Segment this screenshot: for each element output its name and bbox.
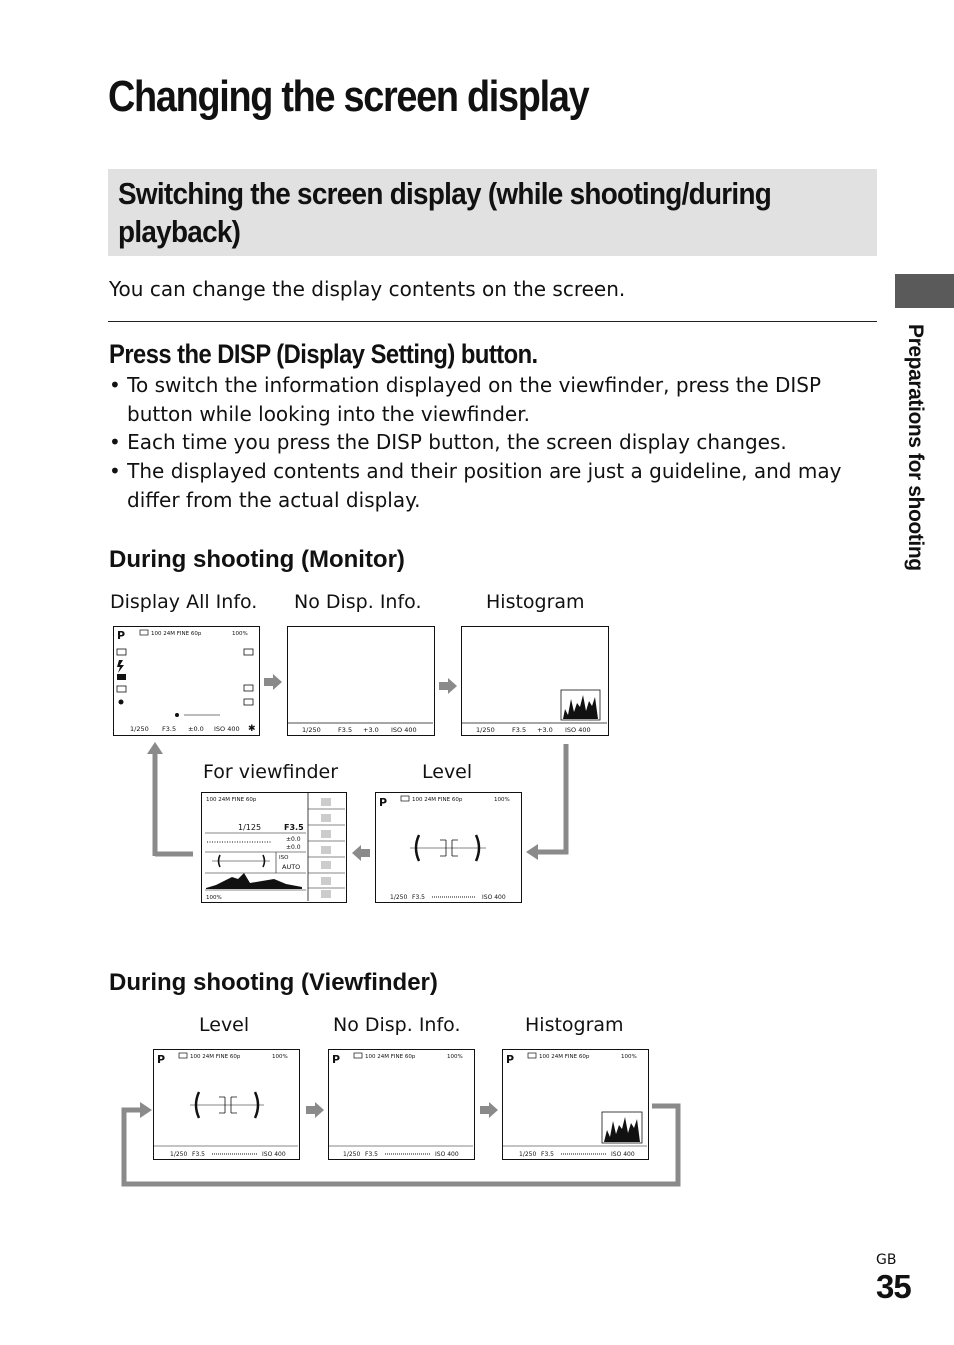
screen-display-all-info [113, 626, 260, 736]
screen-histogram [461, 626, 609, 736]
svg-text:1/125: 1/125 [238, 823, 262, 832]
svg-text:✱: ✱ [248, 724, 256, 734]
screen-level [375, 792, 522, 903]
svg-text:100%: 100% [206, 895, 222, 901]
svg-text:100 24M FINE 60p: 100 24M FINE 60p [365, 1054, 416, 1060]
bullet-item: • Each time you press the DISP button, the screen display changes. [109, 430, 787, 454]
svg-text:ISO 400: ISO 400 [262, 1151, 286, 1158]
label-no-disp-info: No Disp. Info. [294, 591, 422, 613]
svg-text:+3.0: +3.0 [363, 726, 379, 734]
svg-text:100 24M FINE 60p: 100 24M FINE 60p [151, 631, 202, 637]
svg-text:AUTO: AUTO [282, 863, 301, 871]
svg-text:ISO 400: ISO 400 [435, 1151, 459, 1158]
arrow-left-icon [351, 845, 371, 865]
svg-text:F3.5: F3.5 [541, 1151, 554, 1158]
region-code: GB [876, 1252, 897, 1268]
screen-for-viewfinder [201, 792, 347, 903]
svg-text:F3.5: F3.5 [284, 823, 304, 832]
svg-text:ISO 400: ISO 400 [482, 894, 506, 901]
svg-text:100%: 100% [447, 1054, 463, 1060]
svg-text:ISO 400: ISO 400 [611, 1151, 635, 1158]
svg-text:±0.0: ±0.0 [286, 836, 301, 843]
bullet-item: • The displayed contents and their position are just a guideline, and may differ from the actual display. [109, 459, 842, 512]
chapter-tab-marker [895, 274, 954, 308]
svg-text:1/250: 1/250 [476, 726, 495, 734]
label-histogram: Histogram [486, 591, 585, 613]
svg-text:ISO 400: ISO 400 [391, 726, 417, 734]
label-vf-level: Level [199, 1014, 250, 1036]
svg-text:1/250: 1/250 [130, 725, 149, 733]
svg-text:P: P [157, 1053, 166, 1066]
svg-text:100%: 100% [272, 1054, 288, 1060]
loop-arrow-up [145, 740, 205, 864]
page-title: Changing the screen display [108, 72, 589, 121]
svg-text:100 24M FINE 60p: 100 24M FINE 60p [190, 1054, 241, 1060]
label-for-viewfinder: For viewfinder [203, 761, 339, 783]
svg-text:P: P [117, 629, 126, 642]
label-display-all-info: Display All Info. [110, 591, 258, 613]
loop-arrow-left [524, 742, 574, 866]
svg-text:100%: 100% [494, 797, 510, 803]
svg-text:1/250: 1/250 [519, 1151, 537, 1158]
section-title: Switching the screen display (while shooting/during playback) [118, 176, 772, 249]
svg-text:P: P [379, 796, 388, 809]
svg-text:P: P [506, 1053, 515, 1066]
svg-text:F3.5: F3.5 [512, 726, 527, 734]
bullet-item: • To switch the information displayed on the viewfinder, press the DISP button while looking into the viewfinder. [109, 373, 822, 426]
label-vf-no-disp-info: No Disp. Info. [333, 1014, 461, 1036]
svg-text:+3.0: +3.0 [537, 726, 553, 734]
arrow-right-icon [263, 674, 283, 694]
label-level: Level [422, 761, 473, 783]
svg-text:1/250: 1/250 [170, 1151, 188, 1158]
svg-text:100 24M FINE 60p: 100 24M FINE 60p [539, 1054, 590, 1060]
svg-text:P: P [332, 1053, 341, 1066]
step-title: Press the DISP (Display Setting) button. [109, 339, 538, 369]
intro-text: You can change the display contents on the screen. [109, 277, 626, 301]
svg-text:F3.5: F3.5 [338, 726, 353, 734]
svg-text:F3.5: F3.5 [192, 1151, 205, 1158]
label-vf-histogram: Histogram [525, 1014, 624, 1036]
viewfinder-heading: During shooting (Viewfinder) [109, 969, 438, 996]
svg-text:100 24M FINE 60p: 100 24M FINE 60p [206, 797, 257, 803]
chapter-tab-label: Preparations for shooting [904, 324, 927, 571]
svg-text:100%: 100% [232, 631, 248, 637]
svg-text:±0.0: ±0.0 [286, 844, 301, 851]
page-number: 35 [876, 1268, 911, 1305]
svg-text:ISO 400: ISO 400 [214, 725, 240, 733]
svg-text:±0.0: ±0.0 [188, 725, 204, 733]
svg-text:1/250: 1/250 [302, 726, 321, 734]
svg-text:1/250: 1/250 [343, 1151, 361, 1158]
monitor-heading: During shooting (Monitor) [109, 546, 405, 573]
svg-text:F3.5: F3.5 [365, 1151, 378, 1158]
svg-text:100 24M FINE 60p: 100 24M FINE 60p [412, 797, 463, 803]
svg-text:1/250: 1/250 [390, 894, 408, 901]
svg-text:100%: 100% [621, 1054, 637, 1060]
svg-text:ISO 400: ISO 400 [565, 726, 591, 734]
arrow-right-icon [438, 678, 458, 698]
svg-text:F3.5: F3.5 [412, 894, 425, 901]
divider [108, 321, 877, 322]
loop-arrow-return [118, 1100, 688, 1196]
screen-no-disp-info [287, 626, 435, 736]
svg-text:F3.5: F3.5 [162, 725, 177, 733]
svg-text:ISO: ISO [279, 855, 289, 861]
